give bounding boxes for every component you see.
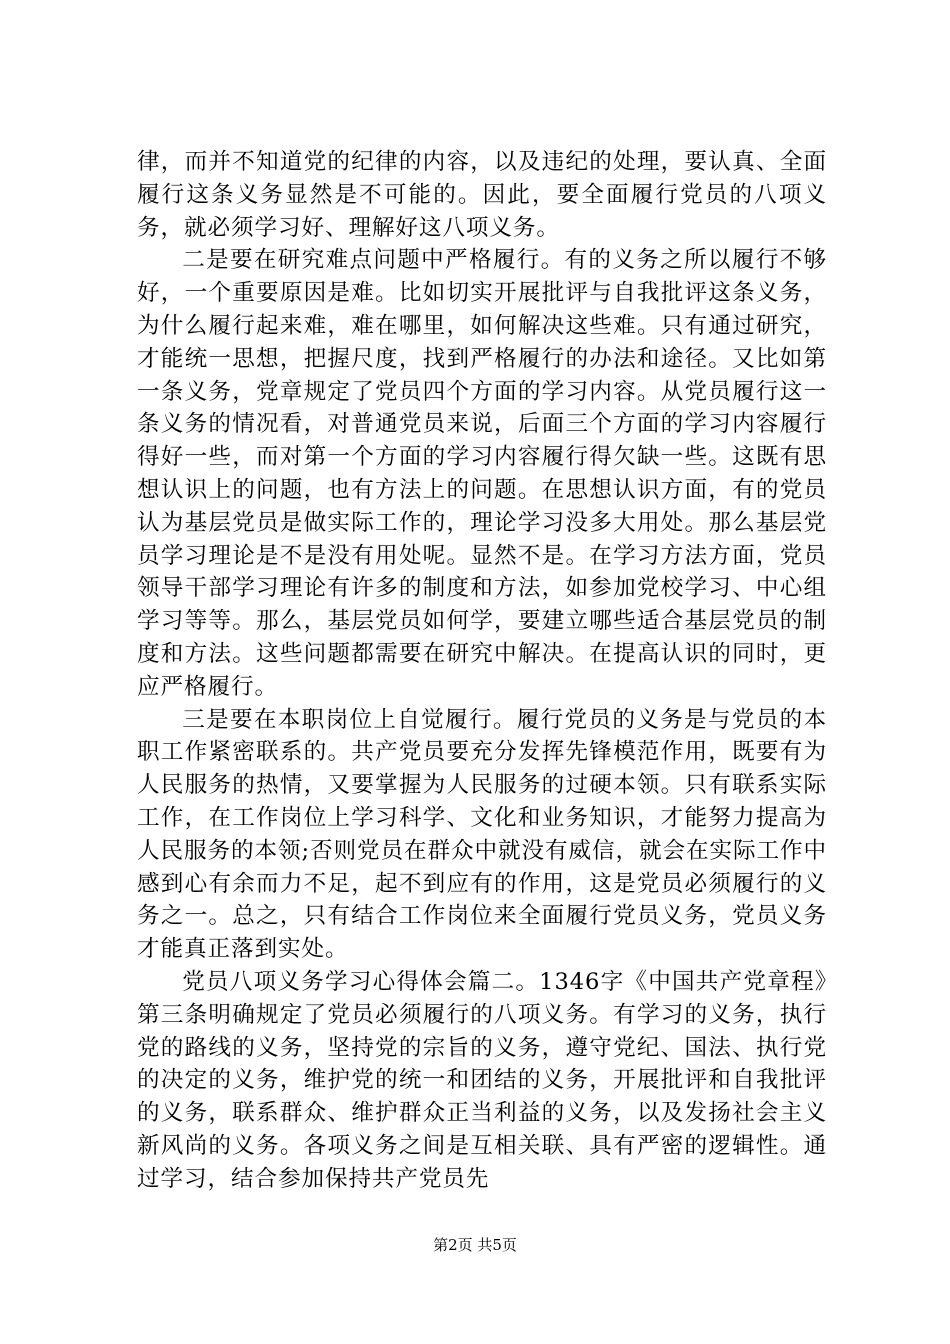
paragraph-article-two: 党员八项义务学习心得体会篇二。1346字《中国共产党章程》第三条明确规定了党员必须履行的八项义务。有学习的义务，执行党的路线的义务，坚持党的宗旨的义务，遵守党纪、国法、执行党的决定的义务，维护党的统一和团结的义务，开展批评和自我批评的义务，联系群众、维护群众正当利益的义务，以及发扬社会主义新风尚的义务。各项义务之间是互相关联、具有严密的逻辑性。通过学习，结合参加保持共产党员先 [137,968,827,1192]
paragraph-third-point: 三是要在本职岗位上自觉履行。履行党员的义务是与党员的本职工作紧密联系的。共产党员要充分发挥先锋模范作用，既要有为人民服务的热情，又要掌握为人民服务的过硬本领。只有联系实际工作，在工作岗位上学习科学、文化和业务知识，才能努力提高为人民服务的本领;否则党员在群众中就没有威信，就会在实际工作中感到心有余而力不足，起不到应有的作用，这是党员必须履行的义务之一。总之，只有结合工作岗位来全面履行党员义务，党员义务才能真正落到实处。 [137,706,827,963]
paragraph-continuation: 律，而并不知道党的纪律的内容，以及违纪的处理，要认真、全面履行这条义务显然是不可能的。因此，要全面履行党员的八项义务，就必须学习好、理解好这八项义务。 [137,149,827,241]
document-body [137,146,827,1196]
page-number-footer: 第2页 共5页 [433,1236,517,1254]
paragraph-second-point: 二是要在研究难点问题中严格履行。有的义务之所以履行不够好，一个重要原因是难。比如切实开展批评与自我批评这条义务，为什么履行起来难，难在哪里，如何解决这些难。只有通过研究，才能统一思想，把握尺度，找到严格履行的办法和途径。又比如第一条义务，党章规定了党员四个方面的学习内容。从党员履行这一条义务的情况看，对普通党员来说，后面三个方面的学习内容履行得好一些，而对第一个方面的学习内容履行得欠缺一些。这既有思想认识上的问题，也有方法上的问题。在思想认识方面，有的党员认为基层党员是做实际工作的，理论学习没多大用处。那么基层党员学习理论是不是没有用处呢。显然不是。在学习方法方面，党员领导干部学习理论有许多的制度和方法，如参加党校学习、中心组学习等等。那么，基层党员如何学，要建立哪些适合基层党员的制度和方法。这些问题都需要在研究中解决。在提高认识的同时，更应严格履行。 [137,247,827,700]
